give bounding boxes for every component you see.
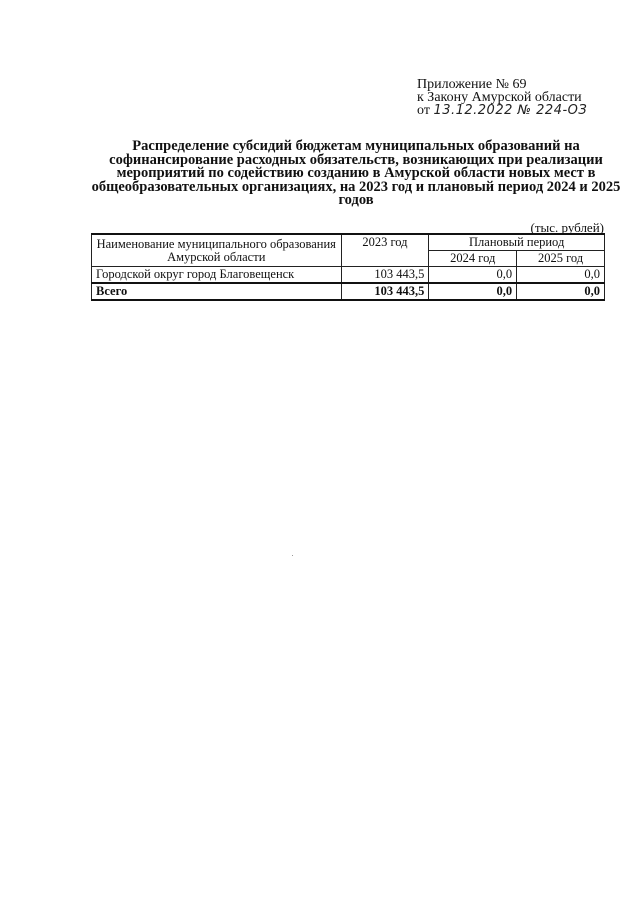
date-prefix: от	[417, 103, 430, 118]
law-date-line	[417, 104, 617, 117]
table-row	[92, 267, 605, 284]
total-2024: 0,0	[429, 283, 517, 300]
scan-speck	[292, 555, 293, 556]
row-2024: 0,0	[429, 267, 517, 284]
total-2023: 103 443,5	[341, 283, 429, 300]
header-2024: 2024 год	[429, 251, 517, 267]
total-2025: 0,0	[517, 283, 605, 300]
table-header-row	[92, 234, 605, 251]
law-reference: к Закону Амурской области	[417, 90, 582, 105]
document-title: Распределение субсидий бюджетам муниципальных образований на софинансирование расходных обязательств, возникающих при реализации мероприятий по содействию созданию в Амурской области новых мест в общеобразовательных организациях, на 2023 год и плановый период 2024 и 2025 годов	[91, 138, 621, 208]
header-2025: 2025 год	[517, 251, 605, 267]
appendix-header	[417, 78, 617, 117]
header-plan-period: Плановый период	[429, 234, 605, 251]
row-municipality: Городской округ город Благовещенск	[92, 267, 342, 284]
units-label: (тыс. рублей)	[530, 220, 604, 235]
handwritten-date-number: 13.12.2022 № 224-ОЗ	[433, 103, 588, 118]
header-2023: 2023 год	[341, 234, 429, 267]
table-total-row	[92, 283, 605, 300]
subsidy-table	[91, 233, 605, 301]
appendix-number: Приложение № 69	[417, 77, 527, 92]
row-2025: 0,0	[517, 267, 605, 284]
total-label: Всего	[92, 283, 342, 300]
header-municipality: Наименование муниципального образования Амурской области	[92, 234, 342, 267]
row-2023: 103 443,5	[341, 267, 429, 284]
